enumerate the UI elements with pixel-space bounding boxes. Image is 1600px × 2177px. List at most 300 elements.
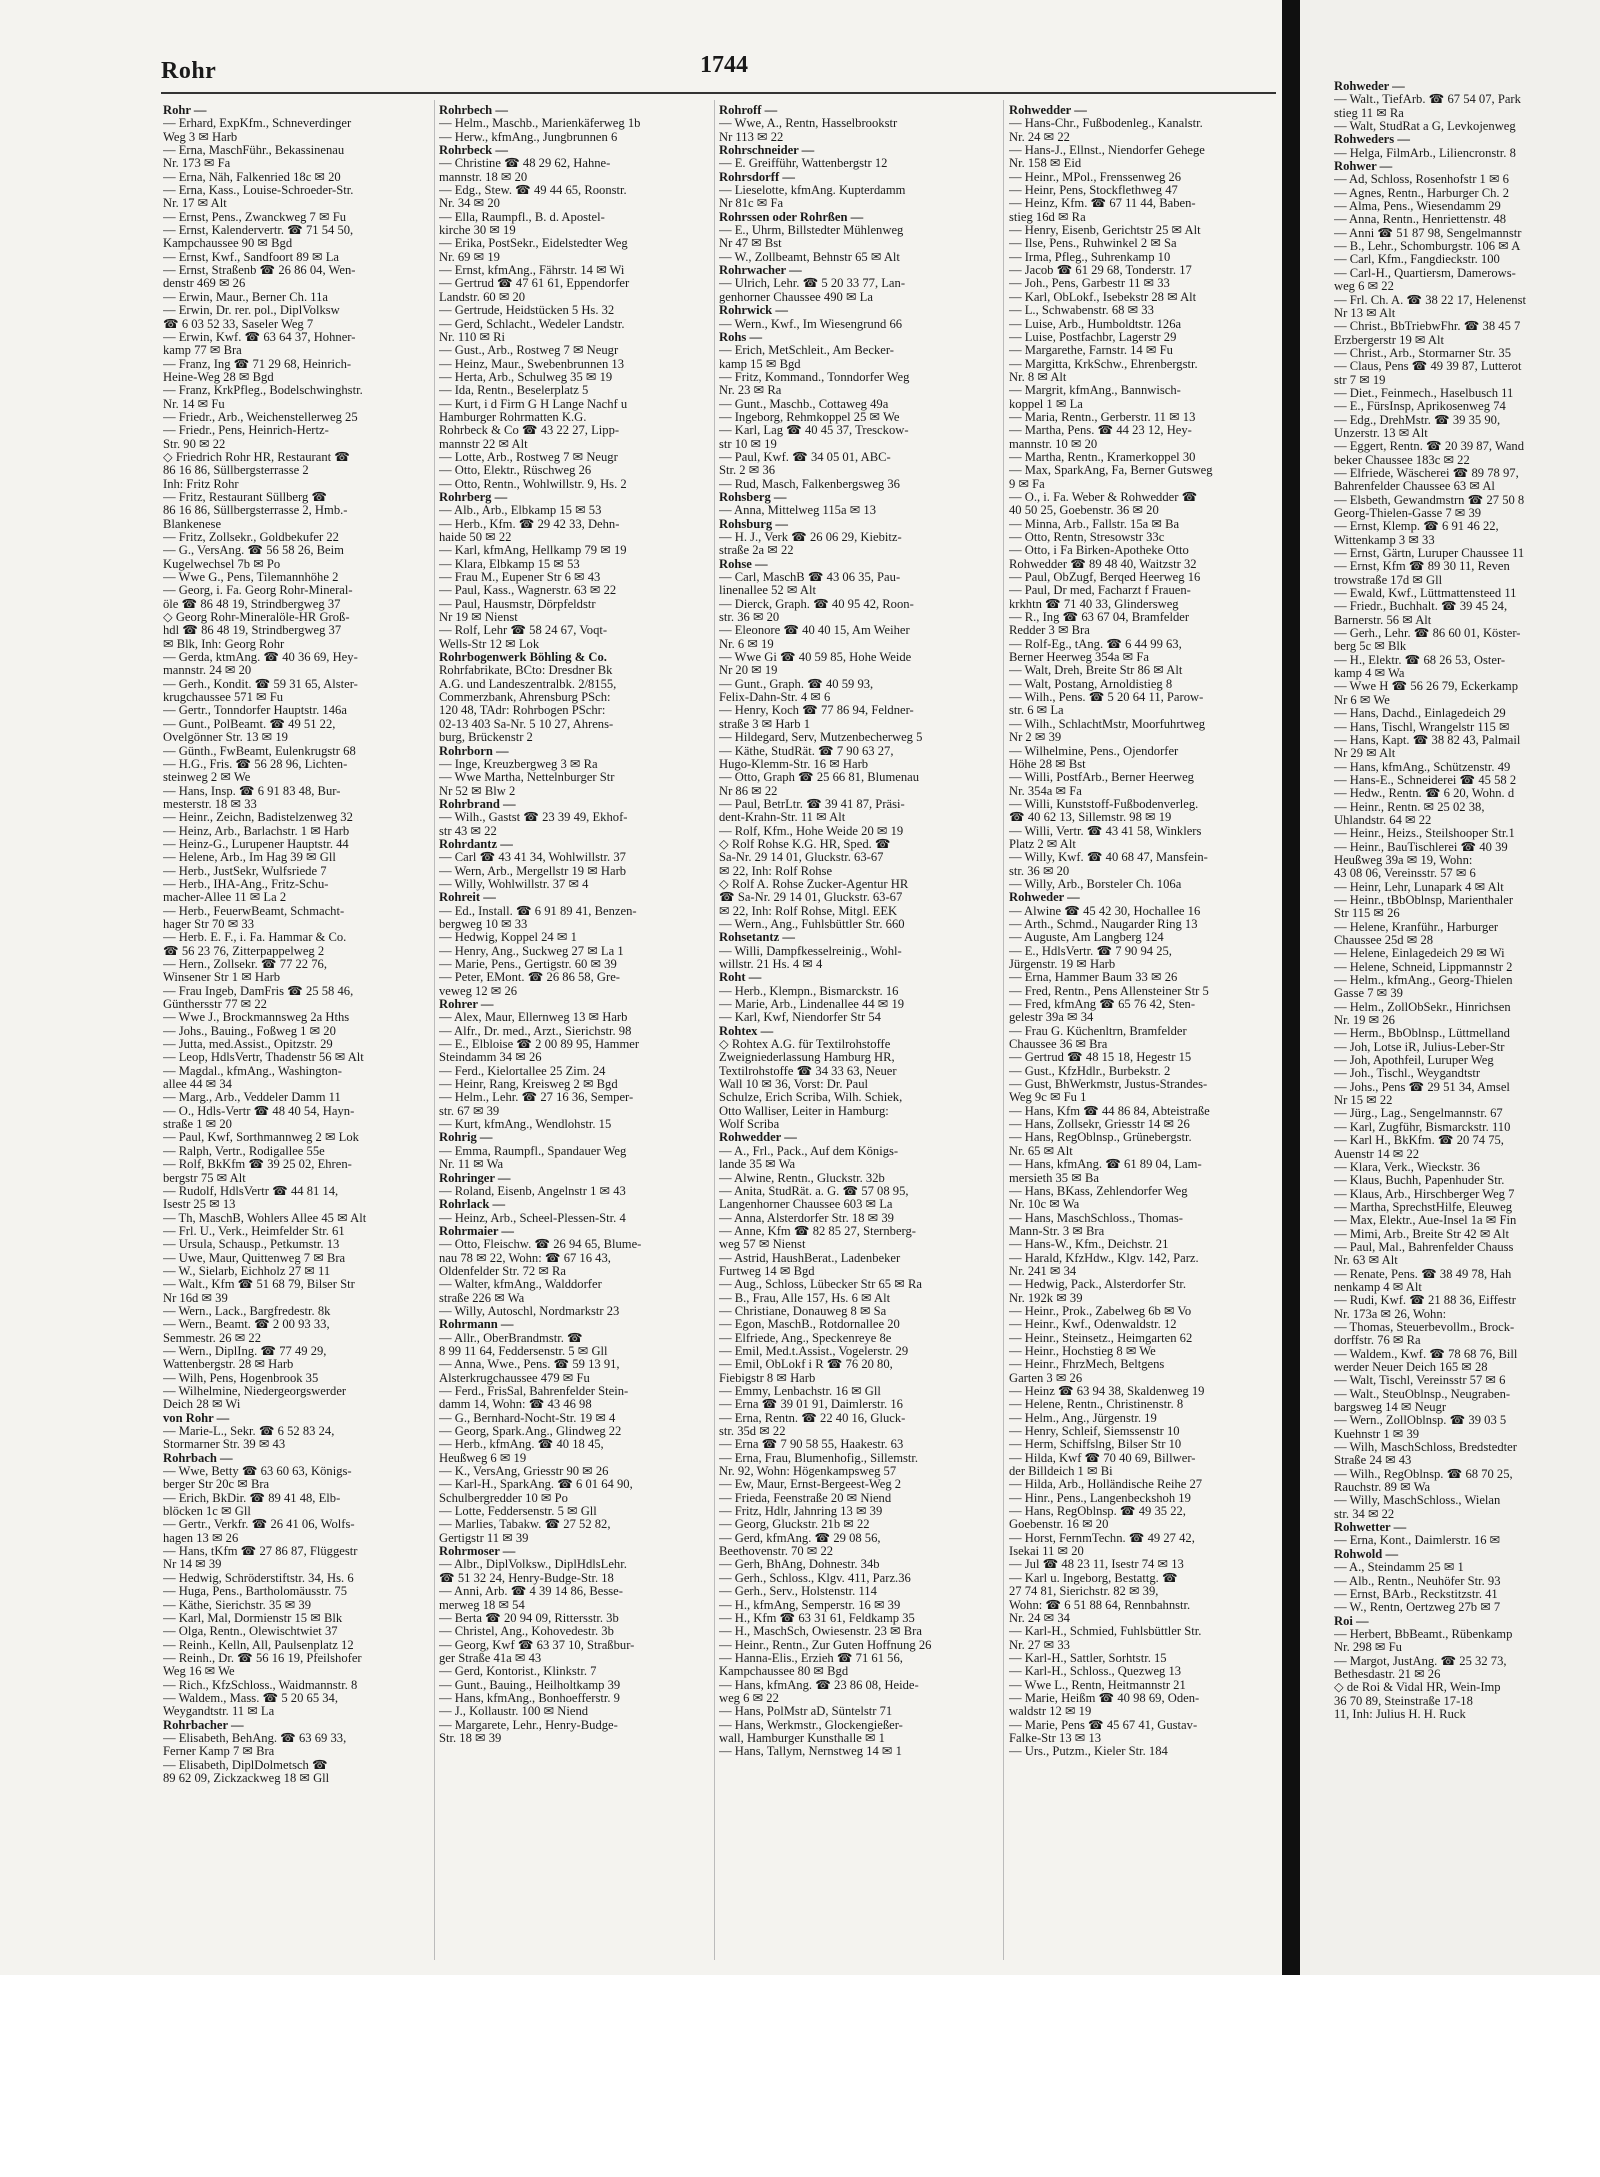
- directory-entry-line: 86 16 86, Süllbergsterrasse 2, Hmb.-: [163, 504, 348, 518]
- directory-entry-line: Steindamm 34 ✉ 26: [439, 1051, 542, 1065]
- directory-entry-line: — Hans, BKass, Zehlendorfer Weg: [1009, 1184, 1188, 1198]
- directory-entry-line: Weg 3 ✉ Harb: [163, 130, 238, 144]
- directory-entry-line: Nr. 192k ✉ 39: [1009, 1291, 1083, 1305]
- directory-entry-line: — Marlies, Tabakw. ☎ 27 52 82,: [439, 1518, 611, 1532]
- directory-entry-line: — Helene, Kranführ., Harburger: [1334, 920, 1499, 934]
- directory-entry-line: — Eggert, Rentn. ☎ 20 39 87, Wand: [1334, 440, 1525, 454]
- directory-entry-line: Heußweg 39a ✉ 19, Wohn:: [1334, 853, 1473, 867]
- directory-entry-line: Nr 86 ✉ 22: [719, 784, 778, 798]
- directory-entry-line: — Margitta, KrkSchw., Ehrenbergstr.: [1009, 357, 1198, 371]
- directory-entry-line: krugchaussee 571 ✉ Fu: [163, 691, 284, 705]
- directory-entry-line: — Wern, Arb., Mergellstr 19 ✉ Harb: [439, 864, 627, 878]
- directory-entry-line: — E., Elbloise ☎ 2 00 89 95, Hammer: [439, 1038, 640, 1052]
- directory-entry-line: — Wilh., Pens. ☎ 5 20 64 11, Parow-: [1009, 691, 1204, 705]
- directory-entry-line: — Walt, Tischl, Vereinsstr 57 ✉ 6: [1334, 1374, 1506, 1388]
- directory-entry-line: — Paul, Hausmstr, Dörpfeldstr: [439, 597, 596, 611]
- surname-heading: Rohrmann —: [439, 1318, 514, 1332]
- directory-entry-line: — Emil, ObLokf i R ☎ 76 20 80,: [719, 1358, 893, 1372]
- directory-entry-line: — Lotte, Arb., Rostweg 7 ✉ Neugr: [439, 450, 618, 464]
- directory-entry-line: — Friedr., Arb., Weichenstellerweg 25: [163, 410, 358, 424]
- directory-entry-line: ☎ Sa-Nr. 29 14 01, Gluckstr. 63-67: [719, 891, 903, 905]
- directory-entry-line: — Walt, Dreh, Breite Str 86 ✉ Alt: [1009, 664, 1183, 678]
- directory-entry-line: Isestr 25 ✉ 13: [163, 1198, 236, 1212]
- directory-entry-line: kirche 30 ✉ 19: [439, 224, 516, 238]
- directory-entry-line: — Hilda, Arb., Holländische Reihe 27: [1009, 1478, 1203, 1492]
- directory-entry-line: — Agnes, Rentn., Harburger Ch. 2: [1334, 186, 1510, 200]
- directory-entry-line: — Herb., JustSekr, Wulfsriede 7: [163, 864, 327, 878]
- directory-entry-line: — H., kfmAng, Semperstr. 16 ✉ 39: [719, 1598, 901, 1612]
- directory-entry-line: — Ernst, Gärtn, Luruper Chaussee 11: [1334, 547, 1525, 561]
- surname-heading: Rohrbacher —: [163, 1718, 244, 1732]
- directory-entry-line: kamp 4 ✉ Wa: [1334, 667, 1405, 681]
- directory-entry-line: — Peter, EMont. ☎ 26 86 58, Gre-: [439, 971, 620, 985]
- directory-entry-line: — Klaus, Arb., Hirschberger Weg 7: [1334, 1187, 1515, 1201]
- directory-entry-line: — Eleonore ☎ 40 40 15, Am Weiher: [719, 624, 910, 638]
- directory-entry-line: werder Neuer Deich 165 ✉ 28: [1334, 1361, 1488, 1374]
- directory-entry-line: — Paul, ObZugf, Berqed Heerweg 16: [1009, 571, 1201, 585]
- directory-entry-line: — Wilh, Pens, Hogenbrook 35: [163, 1371, 319, 1385]
- directory-entry-line: — Heinr, Pens, Stockflethweg 47: [1009, 184, 1178, 198]
- directory-entry-line: — O., Hdls-Vertr ☎ 48 40 54, Hayn-: [163, 1104, 355, 1118]
- surname-heading: Rohrbrand —: [439, 797, 516, 811]
- directory-entry-line: — Gunt., Graph. ☎ 40 59 93,: [719, 677, 874, 691]
- directory-entry-line: — Anni, Arb. ☎ 4 39 14 86, Besse-: [439, 1585, 623, 1599]
- directory-entry-line: trowstraße 17d ✉ Gll: [1334, 573, 1443, 587]
- directory-entry-line: lande 35 ✉ Wa: [719, 1158, 796, 1172]
- directory-entry-line: — Walter, kfmAng., Walddorfer: [439, 1278, 602, 1292]
- directory-entry-line: 8 99 11 64, Feddersenstr. 5 ✉ Gll: [439, 1344, 608, 1358]
- directory-entry-line: — G., VersAng. ☎ 56 58 26, Beim: [163, 544, 344, 558]
- directory-entry-line: — Hans, Tischl, Wrangelstr 115 ✉: [1334, 720, 1510, 734]
- directory-entry-line: — B., Lehr., Schomburgstr. 106 ✉ A: [1334, 240, 1521, 254]
- directory-entry-line: Goebenstr. 16 ✉ 20: [1009, 1518, 1109, 1532]
- directory-entry-line: — Hans, Tallym, Nernstweg 14 ✉ 1: [719, 1745, 902, 1759]
- directory-entry-line: — Karl u. Ingeborg, Bestattg. ☎: [1009, 1571, 1178, 1585]
- directory-entry-line: weg 6 ✉ 22: [1334, 280, 1394, 294]
- directory-entry-line: — Helm., Ang., Jürgenstr. 19: [1009, 1411, 1157, 1425]
- directory-entry-line: — Ad, Schloss, Rosenhofstr 1 ✉ 6: [1334, 173, 1509, 187]
- directory-entry-line: — Irma, Pfleg., Suhrenkamp 10: [1009, 250, 1171, 264]
- directory-entry-line: Kampchaussee 90 ✉ Bgd: [163, 237, 293, 251]
- directory-entry-line: — Wwe Martha, Nettelnburger Str: [439, 771, 615, 785]
- directory-entry-line: krkhtn ☎ 71 40 33, Glindersweg: [1009, 597, 1179, 611]
- directory-entry-line: Rohrbogenwerk Böhling & Co.: [439, 651, 607, 665]
- directory-entry-line: — Ernst, Pens., Zwanckweg 7 ✉ Fu: [163, 210, 346, 224]
- directory-entry-line: Nr. 173 ✉ Fa: [163, 157, 231, 171]
- directory-entry-line: — Christel, Ang., Kohovedestr. 3b: [439, 1625, 614, 1639]
- directory-entry-line: — Carl-H., Quartiersm, Damerows-: [1334, 266, 1516, 280]
- directory-entry-line: Hugo-Klemm-Str. 16 ✉ Harb: [719, 757, 869, 771]
- directory-entry-line: Heußweg 6 ✉ 19: [439, 1451, 527, 1465]
- directory-entry-line: 43 08 06, Vereinsstr. 57 ✉ 6: [1334, 867, 1476, 881]
- directory-entry-line: hdl ☎ 86 48 19, Strindbergweg 37: [163, 624, 342, 638]
- directory-entry-line: Bethesdastr. 21 ✉ 26: [1334, 1667, 1441, 1681]
- directory-entry-line: willstr. 21 Hs. 4 ✉ 4: [719, 958, 823, 971]
- directory-entry-line: Rohrbeck & Co ☎ 43 22 27, Lipp-: [439, 424, 620, 438]
- directory-entry-line: — Rudi, Kwf. ☎ 21 88 36, Eiffestr: [1334, 1294, 1516, 1308]
- directory-entry-line: allee 44 ✉ 34: [163, 1078, 232, 1092]
- directory-entry-line: — Alb., Rentn., Neuhöfer Str. 93: [1334, 1574, 1501, 1588]
- directory-entry-line: — Karl, Kwf, Niendorfer Str 54: [719, 1011, 881, 1025]
- book-gutter: [1282, 0, 1300, 1975]
- directory-entry-line: — Magdal., kfmAng., Washington-: [163, 1064, 342, 1078]
- directory-entry-line: Nr 16d ✉ 39: [163, 1291, 228, 1305]
- directory-entry-line: — Herw., kfmAng., Jungbrunnen 6: [439, 130, 618, 144]
- directory-entry-line: — Fritz, Kommand., Tonndorfer Weg: [719, 370, 910, 384]
- directory-entry-line: 40 50 25, Goebenstr. 36 ✉ 20: [1009, 504, 1159, 518]
- directory-entry-line: str. 36 ✉ 20: [719, 611, 780, 625]
- directory-entry-line: — Wilh., SchlachtMstr, Moorfuhrtweg: [1009, 717, 1206, 731]
- directory-column-3: [719, 104, 1001, 1964]
- directory-entry-line: — Käthe, StudRät. ☎ 7 90 63 27,: [719, 744, 894, 758]
- directory-entry-line: — Christ., BbTriebwFhr. ☎ 38 45 7: [1334, 320, 1521, 334]
- directory-entry-line: — Waldem., Kwf. ☎ 78 68 76, Bill: [1334, 1347, 1518, 1361]
- directory-entry-line: — Erich, MetSchleit., Am Becker-: [719, 344, 894, 358]
- directory-entry-line: — Heinr., Kwf., Odenwaldstr. 12: [1009, 1318, 1177, 1332]
- directory-entry-line: — Käthe, Sierichstr. 35 ✉ 39: [163, 1598, 312, 1612]
- directory-entry-line: — Paul, Dr med, Facharzt f Frauen-: [1009, 584, 1191, 598]
- directory-entry-line: str 43 ✉ 22: [439, 824, 497, 838]
- directory-entry-line: — Anna, Wwe., Pens. ☎ 59 13 91,: [439, 1358, 620, 1372]
- directory-entry-line: — Fritz, Zollsekr., Goldbekufer 22: [163, 531, 339, 544]
- directory-entry-line: mannstr. 24 ✉ 20: [163, 664, 252, 678]
- directory-entry-line: — Karl, ObLokf., Isebekstr 28 ✉ Alt: [1009, 290, 1197, 304]
- directory-entry-line: — Klara, Verk., Wieckstr. 36: [1334, 1160, 1480, 1174]
- surname-heading: Roi —: [1334, 1614, 1369, 1628]
- directory-entry-line: — Jacob ☎ 61 29 68, Tonderstr. 17: [1009, 264, 1192, 278]
- surname-heading: Rohs —: [719, 330, 763, 344]
- directory-entry-line: — Reinh., Dr. ☎ 56 16 19, Pfeilshofer: [163, 1651, 362, 1665]
- directory-entry-line: — Heinr., tBbOblnsp, Marienthaler: [1334, 893, 1514, 907]
- directory-entry-line: — Hans, kfmAng., Schützenstr. 49: [1334, 760, 1511, 774]
- directory-entry-line: — Ewald, Kwf., Lüttmattensteed 11: [1334, 587, 1517, 601]
- directory-entry-line: — Mimi, Arb., Breite Str 42 ✉ Alt: [1334, 1227, 1509, 1241]
- directory-entry-line: Höhe 28 ✉ Bst: [1009, 757, 1086, 771]
- directory-entry-line: Schulbergredder 10 ✉ Po: [439, 1491, 568, 1505]
- directory-entry-line: — Klara, Elbkamp 15 ✉ 53: [439, 557, 580, 571]
- directory-entry-line: — Max, Elektr., Aue-Insel 1a ✉ Fin: [1334, 1214, 1517, 1228]
- directory-entry-line: — Fred, Rentn., Pens Allensteiner Str 5: [1009, 984, 1209, 998]
- surname-heading: Rohrbeck —: [439, 144, 508, 158]
- directory-entry-line: — Hinr., Pens., Langenbeckshoh 19: [1009, 1491, 1191, 1505]
- directory-entry-line: — Erna ☎ 7 90 58 55, Haakestr. 63: [719, 1438, 904, 1452]
- directory-entry-line: — Gertrud ☎ 47 61 61, Eppendorfer: [439, 277, 630, 291]
- directory-entry-line: — Otto, Graph ☎ 25 66 81, Blumenau: [719, 771, 920, 785]
- directory-entry-line: — Karl-H., SparkAng. ☎ 6 01 64 90,: [439, 1478, 633, 1492]
- directory-entry-line: 11, Inh: Julius H. H. Ruck: [1334, 1707, 1466, 1721]
- directory-entry-line: Alsterkrugchaussee 479 ✉ Fu: [439, 1371, 590, 1385]
- directory-entry-line: — Heinr., Prok., Zabelweg 6b ✉ Vo: [1009, 1304, 1192, 1318]
- directory-entry-line: Str. 18 ✉ 39: [439, 1731, 502, 1745]
- surname-heading: Rohrbech —: [439, 104, 508, 117]
- directory-entry-line: — Hans, Kfm ☎ 44 86 84, Abteistraße: [1009, 1104, 1210, 1118]
- directory-entry-line: — Hans, RegOblnsp., Grünebergstr.: [1009, 1131, 1192, 1145]
- directory-entry-line: — Heinr., Rentn., Zur Guten Hoffnung 26: [719, 1638, 932, 1652]
- directory-entry-line: hager Str 70 ✉ 33: [163, 917, 254, 931]
- directory-entry-line: — Th, MaschB, Wohlers Allee 45 ✉ Alt: [163, 1211, 367, 1225]
- directory-entry-line: — Ferd., FrisSal, Bahrenfelder Stein-: [439, 1385, 629, 1398]
- directory-entry-line: — Christiane, Donauweg 8 ✉ Sa: [719, 1304, 887, 1318]
- surname-heading: Rohwedder —: [1009, 104, 1087, 117]
- directory-entry-line: dent-Krahn-Str. 11 ✉ Alt: [719, 811, 846, 825]
- directory-entry-line: ◇ Rolf Rohse K.G. HR, Sped. ☎: [719, 837, 891, 851]
- directory-entry-line: Gertigstr 11 ✉ 39: [439, 1531, 529, 1545]
- directory-entry-line: ◇ Georg Rohr-Mineralöle-HR Groß-: [163, 611, 350, 625]
- surname-heading: Rohrmaier —: [439, 1224, 514, 1238]
- directory-entry-line: weg 6 ✉ 22: [719, 1691, 779, 1705]
- directory-entry-line: Ovelgönner Str. 13 ✉ 19: [163, 731, 288, 745]
- directory-entry-line: straße 226 ✉ Wa: [439, 1291, 525, 1305]
- directory-entry-line: Semmestr. 26 ✉ 22: [163, 1331, 262, 1345]
- directory-entry-line: — Marie, Arb., Lindenallee 44 ✉ 19: [719, 998, 905, 1012]
- directory-entry-line: Falke-Str 13 ✉ 13: [1009, 1731, 1102, 1745]
- directory-entry-line: — Walt., Kfm ☎ 51 68 79, Bilser Str: [163, 1278, 355, 1292]
- directory-entry-line: merweg 18 ✉ 54: [439, 1598, 525, 1612]
- directory-entry-line: — E., Uhrm, Billstedter Mühlenweg: [719, 224, 904, 238]
- directory-entry-line: — Paul, Kwf. ☎ 34 05 01, ABC-: [719, 450, 891, 464]
- directory-entry-line: — Martha, Pens. ☎ 44 23 12, Hey-: [1009, 424, 1192, 438]
- directory-entry-line: mannstr 22 ✉ Alt: [439, 437, 528, 451]
- directory-entry-line: — Ferd., Kielortallee 25 Zim. 24: [439, 1064, 606, 1078]
- directory-entry-line: — Gerd, Kontorist., Klinkstr. 7: [439, 1665, 597, 1679]
- directory-entry-line: — Georg, Kwf ☎ 63 37 10, Straßbur-: [439, 1638, 635, 1652]
- directory-entry-line: Nr 81c ✉ Fa: [719, 197, 784, 211]
- directory-entry-line: — Hans-J., Ellnst., Niendorfer Gehege: [1009, 144, 1205, 158]
- directory-entry-line: — Herb., IHA-Ang., Fritz-Schu-: [163, 877, 329, 891]
- directory-entry-line: — E., FürsInsp, Aprikosenweg 74: [1334, 400, 1506, 414]
- directory-entry-line: Gasse 7 ✉ 39: [1334, 987, 1403, 1001]
- directory-entry-line: — Elsbeth, Gewandmstrn ☎ 27 50 8: [1334, 493, 1525, 507]
- directory-entry-line: — Auguste, Am Langberg 124: [1009, 931, 1164, 945]
- directory-entry-line: — Gertrud ☎ 48 15 18, Hegestr 15: [1009, 1051, 1192, 1065]
- directory-entry-line: — Wern., Kwf., Im Wiesengrund 66: [719, 317, 903, 331]
- directory-entry-line: — Heinr., Zeichn, Badistelzenweg 32: [163, 811, 353, 825]
- directory-entry-line: — Heinz, Maur., Swebenbrunnen 13: [439, 357, 625, 371]
- directory-entry-line: — Willy, MaschSchloss., Wielan: [1334, 1494, 1501, 1508]
- directory-entry-line: damm 14, Wohn: ☎ 43 46 98: [439, 1398, 592, 1412]
- directory-entry-line: 9 ✉ Fa: [1009, 477, 1045, 491]
- directory-entry-line: — E. Greifführ, Wattenbergstr 12: [719, 157, 888, 171]
- directory-entry-line: str 10 ✉ 19: [719, 437, 777, 451]
- directory-entry-line: — Ernst, Kalendervertr. ☎ 71 54 50,: [163, 224, 354, 238]
- directory-entry-line: — Reinh., Kelln, All, Paulsenplatz 12: [163, 1638, 354, 1652]
- directory-entry-line: ☎ 6 03 52 33, Saseler Weg 7: [163, 317, 314, 331]
- directory-entry-line: — Wilhelmine, Pens., Ojendorfer: [1009, 744, 1179, 758]
- directory-entry-line: — Hans-W., Kfm., Deichstr. 21: [1009, 1238, 1169, 1252]
- directory-entry-line: — Emil, Med.t.Assist., Vogelerstr. 29: [719, 1344, 909, 1358]
- directory-entry-line: — Marie, Pens., Gertigstr. 60 ✉ 39: [439, 958, 617, 971]
- surname-heading: Rohrberg —: [439, 490, 508, 504]
- surname-heading: Rohweder —: [1009, 891, 1080, 905]
- directory-entry-line: — Martha, SprechstHilfe, Eleuweg: [1334, 1200, 1513, 1214]
- directory-entry-line: — Alma, Pens., Wiesendamm 29: [1334, 200, 1501, 214]
- directory-entry-line: — Gust., Arb., Rostweg 7 ✉ Neugr: [439, 344, 619, 358]
- directory-entry-line: nenkamp 4 ✉ Alt: [1334, 1280, 1422, 1294]
- directory-entry-line: Blankenese: [163, 517, 222, 531]
- surname-heading: Rohwetter —: [1334, 1521, 1407, 1535]
- directory-entry-line: — Emmy, Lenbachstr. 16 ✉ Gll: [719, 1385, 881, 1398]
- directory-entry-line: — Erna, Kont., Daimlerstr. 16 ✉: [1334, 1534, 1501, 1548]
- directory-column-1: [163, 104, 445, 1964]
- directory-entry-line: Weg 16 ✉ We: [163, 1665, 235, 1679]
- directory-entry-line: Nr 113 ✉ 22: [719, 130, 784, 144]
- directory-entry-line: — Helene, Arb., Im Hag 39 ✉ Gll: [163, 851, 336, 865]
- directory-entry-line: — Walt., SteuOblnsp., Neugraben-: [1334, 1387, 1511, 1401]
- surname-heading: Rohreit —: [439, 891, 496, 905]
- directory-entry-line: — Frieda, Feenstraße 20 ✉ Niend: [719, 1491, 892, 1505]
- directory-entry-line: — Willy, Arb., Borsteler Ch. 106a: [1009, 877, 1182, 891]
- directory-entry-line: — Gerh., Lehr. ☎ 86 60 01, Köster-: [1334, 627, 1521, 641]
- directory-entry-line: 36 70 89, Steinstraße 17-18: [1334, 1694, 1473, 1708]
- directory-entry-line: — Gertr., Verkfr. ☎ 26 41 06, Wolfs-: [163, 1518, 355, 1532]
- directory-entry-line: — Heinr, Rang, Kreisweg 2 ✉ Bgd: [439, 1078, 618, 1092]
- directory-entry-line: — Otto, i Fa Birken-Apotheke Otto: [1009, 544, 1189, 558]
- directory-entry-line: hagen 13 ✉ 26: [163, 1531, 239, 1545]
- directory-entry-line: — Walt., TiefArb. ☎ 67 54 07, Park: [1334, 93, 1521, 107]
- directory-entry-line: ☎ 56 23 76, Zitterpappelweg 2: [163, 944, 325, 958]
- directory-entry-line: ✉ Blk, Inh: Georg Rohr: [163, 637, 285, 651]
- directory-entry-line: berger Str 20c ✉ Bra: [163, 1478, 270, 1492]
- directory-entry-line: Otto Walliser, Leiter in Hamburg:: [719, 1104, 889, 1118]
- directory-entry-line: — Friedr., Pens, Heinrich-Hertz-: [163, 424, 329, 438]
- directory-entry-line: — Paul, Kwf, Sorthmannweg 2 ✉ Lok: [163, 1131, 359, 1145]
- directory-entry-line: Ferner Kamp 7 ✉ Bra: [163, 1745, 275, 1759]
- directory-entry-line: — Kurt, i d Firm G H Lange Nachf u: [439, 397, 628, 411]
- directory-entry-line: Georg-Thielen-Gasse 7 ✉ 39: [1334, 507, 1482, 520]
- directory-entry-line: — Erna, MaschFühr., Bekassinenau: [163, 144, 345, 158]
- directory-entry-line: str. 34 ✉ 22: [1334, 1507, 1395, 1521]
- directory-entry-line: Nr 19 ✉ Nienst: [439, 611, 518, 625]
- surname-heading: Rohrbach —: [163, 1451, 233, 1465]
- directory-entry-line: — Max, SparkAng, Fa, Berner Gutsweg: [1009, 464, 1213, 478]
- directory-entry-line: — Alex, Maur, Ellernweg 13 ✉ Harb: [439, 1011, 628, 1025]
- directory-entry-line: Nr. 14 ✉ Fu: [163, 397, 225, 411]
- directory-entry-line: — Albr., DiplVolksw., DiplHdlsLehr.: [439, 1558, 627, 1572]
- directory-entry-line: — Karl, Zugführ, Bismarckstr. 110: [1334, 1120, 1511, 1134]
- directory-entry-line: Str. 2 ✉ 36: [719, 464, 776, 478]
- directory-entry-line: waldstr 12 ✉ 19: [1009, 1705, 1092, 1719]
- directory-entry-line: Nr. 10c ✉ Wa: [1009, 1198, 1080, 1212]
- directory-entry-line: Berner Heerweg 354a ✉ Fa: [1009, 651, 1149, 665]
- directory-entry-line: — Ernst, Straßenb ☎ 26 86 04, Wen-: [163, 264, 356, 278]
- directory-entry-line: — Henry, Schleif, Siemssenstr 10: [1009, 1425, 1180, 1439]
- directory-entry-line: — Paul, Kass., Wagnerstr. 63 ✉ 22: [439, 584, 617, 598]
- directory-entry-line: — Ulrich, Lehr. ☎ 5 20 33 77, Lan-: [719, 277, 906, 291]
- directory-entry-line: Nr 29 ✉ Alt: [1334, 747, 1396, 761]
- directory-entry-line: Nr 13 ✉ Alt: [1334, 306, 1396, 320]
- column-divider: [714, 100, 715, 1960]
- directory-entry-line: — Erna, Rentn. ☎ 22 40 16, Gluck-: [719, 1411, 906, 1425]
- directory-entry-line: — Maria, Rentn., Gerberstr. 11 ✉ 13: [1009, 410, 1196, 424]
- directory-entry-line: Kuehnstr 1 ✉ 39: [1334, 1427, 1420, 1441]
- directory-entry-line: — Hans, kfmAng., Bonhoefferstr. 9: [439, 1691, 620, 1705]
- surname-heading: Rohrborn —: [439, 744, 509, 758]
- directory-entry-line: — Otto, Fleischw. ☎ 26 94 65, Blume-: [439, 1238, 642, 1252]
- directory-entry-line: — L., Schwabenstr. 68 ✉ 33: [1009, 304, 1154, 318]
- surname-heading: Rohweder —: [1334, 80, 1405, 93]
- surname-heading: Rohtex —: [719, 1024, 774, 1038]
- directory-entry-line: Redder 3 ✉ Bra: [1009, 624, 1090, 638]
- directory-entry-line: — Hans-Chr., Fußbodenleg., Kanalstr.: [1009, 117, 1203, 131]
- directory-entry-line: — W., Rentn, Oertzweg 27b ✉ 7: [1334, 1601, 1501, 1615]
- directory-entry-line: — Helene, Schneid, Lippmannstr 2: [1334, 960, 1513, 974]
- directory-entry-line: — Gunt., Maschb., Cottaweg 49a: [719, 397, 889, 411]
- directory-entry-line: — Herb., FeuerwBeamt, Schmacht-: [163, 904, 345, 918]
- directory-entry-line: Chaussee 36 ✉ Bra: [1009, 1038, 1108, 1052]
- directory-entry-line: — H., Kfm ☎ 63 31 61, Feldkamp 35: [719, 1611, 915, 1625]
- directory-entry-line: — Allr., OberBrandmstr. ☎: [439, 1331, 583, 1345]
- directory-entry-line: — Fred, kfmAng ☎ 65 76 42, Sten-: [1009, 998, 1196, 1012]
- directory-entry-line: — Anne, Kfm ☎ 82 85 27, Sternberg-: [719, 1224, 916, 1238]
- directory-entry-line: Fiebigstr 8 ✉ Harb: [719, 1371, 816, 1385]
- directory-entry-line: 02-13 403 Sa-Nr. 5 10 27, Ahrens-: [439, 717, 614, 731]
- directory-entry-line: — Erna, Frau, Blumenhofig., Sillemstr.: [719, 1451, 919, 1465]
- directory-entry-line: Wittenkamp 3 ✉ 33: [1334, 533, 1435, 547]
- directory-entry-line: mersieth 35 ✉ Ba: [1009, 1171, 1099, 1185]
- surname-heading: Rohwer —: [1334, 160, 1393, 174]
- directory-entry-line: blöcken 1c ✉ Gll: [163, 1505, 251, 1519]
- directory-entry-line: Mann-Str. 3 ✉ Bra: [1009, 1224, 1105, 1238]
- directory-entry-line: — Ilse, Pens., Ruhwinkel 2 ✉ Sa: [1009, 237, 1177, 251]
- directory-entry-line: Nr. 173a ✉ 26, Wohn:: [1334, 1307, 1447, 1321]
- directory-entry-line: Bahrenfelder Chaussee 63 ✉ Al: [1334, 480, 1495, 494]
- directory-entry-line: — Carl, MaschB ☎ 43 06 35, Pau-: [719, 571, 901, 585]
- surname-heading: Rohrmoser —: [439, 1545, 516, 1559]
- directory-entry-line: — Wwe J., Brockmannsweg 2a Hths: [163, 1011, 350, 1025]
- directory-entry-line: — Leop, HdlsVertr, Thadenstr 56 ✉ Alt: [163, 1051, 364, 1065]
- directory-entry-line: — Renate, Pens. ☎ 38 49 78, Hah: [1334, 1267, 1512, 1281]
- directory-entry-line: — Ida, Rentn., Beselerplatz 5: [439, 384, 589, 398]
- directory-entry-line: — Erna, Kass., Louise-Schroeder-Str.: [163, 184, 354, 198]
- directory-entry-line: Jürgenstr. 19 ✉ Harb: [1009, 958, 1116, 971]
- directory-entry-line: — Dierck, Graph. ☎ 40 95 42, Roon-: [719, 597, 914, 611]
- directory-entry-line: — Walt, StudRat a G, Levkojenweg: [1334, 120, 1516, 134]
- directory-entry-line: — Lieselotte, kfmAng. Kupterdamm: [719, 184, 906, 198]
- directory-entry-line: — Hans, Zollsekr, Griesstr 14 ✉ 26: [1009, 1118, 1190, 1132]
- directory-entry-line: ✉ 22, Inh: Rolf Rohse: [719, 864, 833, 878]
- directory-entry-line: — Wwe Gi ☎ 40 59 85, Hohe Weide: [719, 651, 912, 665]
- directory-entry-line: Wells-Str 12 ✉ Lok: [439, 637, 540, 651]
- directory-entry-line: — Alfr., Dr. med., Arzt., Sierichstr. 98: [439, 1024, 632, 1038]
- directory-entry-line: — Hans, Kapt. ☎ 38 82 43, Palmail: [1334, 733, 1521, 747]
- directory-entry-line: — Martha, Rentn., Kramerkoppel 30: [1009, 450, 1196, 464]
- directory-entry-line: ◇ Friedrich Rohr HR, Restaurant ☎: [163, 450, 350, 464]
- directory-entry-line: Straße 24 ✉ 43: [1334, 1454, 1412, 1468]
- directory-entry-line: — Astrid, HaushBerat., Ladenbeker: [719, 1251, 901, 1265]
- directory-entry-line: macher-Allee 11 ✉ La 2: [163, 891, 287, 905]
- directory-entry-line: ☎ 51 32 24, Henry-Budge-Str. 18: [439, 1571, 614, 1585]
- directory-entry-line: Nr. 65 ✉ Alt: [1009, 1144, 1073, 1158]
- directory-entry-line: Hamburger Rohrmatten K.G.: [439, 410, 587, 424]
- surname-heading: Rohrer —: [439, 998, 494, 1012]
- directory-entry-line: — Erna, Näh, Falkenried 18c ✉ 20: [163, 170, 341, 184]
- directory-entry-line: — Anita, StudRät. a. G. ☎ 57 08 95,: [719, 1184, 909, 1198]
- directory-entry-line: — Willi, Vertr. ☎ 43 41 58, Winklers: [1009, 824, 1202, 838]
- directory-entry-line: — Wwe G., Pens, Tilemannhöhe 2: [163, 571, 339, 585]
- directory-entry-line: Commerzbank, Ahrensburg PSch:: [439, 691, 611, 705]
- directory-entry-line: — Hans, PolMstr aD, Süntelstr 71: [719, 1705, 893, 1719]
- directory-entry-line: — Ernst, Kwf., Sandfoort 89 ✉ La: [163, 250, 339, 264]
- directory-entry-line: mannstr. 10 ✉ 20: [1009, 437, 1098, 451]
- directory-entry-line: — R., Ing ☎ 63 67 04, Bramfelder: [1009, 611, 1190, 625]
- directory-entry-line: — Heinz, Arb., Scheel-Plessen-Str. 4: [439, 1211, 626, 1225]
- directory-entry-line: Chaussee 25d ✉ 28: [1334, 934, 1434, 947]
- directory-entry-line: — Hedw., Rentn. ☎ 6 20, Wohn. d: [1334, 787, 1515, 801]
- directory-entry-line: — Hans, tKfm ☎ 27 86 87, Flüggestr: [163, 1545, 358, 1559]
- directory-entry-line: Nr. 19 ✉ 26: [1334, 1014, 1395, 1028]
- directory-entry-line: — Herta, Arb., Schulweg 35 ✉ 19: [439, 370, 613, 384]
- directory-column-4: [1009, 104, 1279, 1964]
